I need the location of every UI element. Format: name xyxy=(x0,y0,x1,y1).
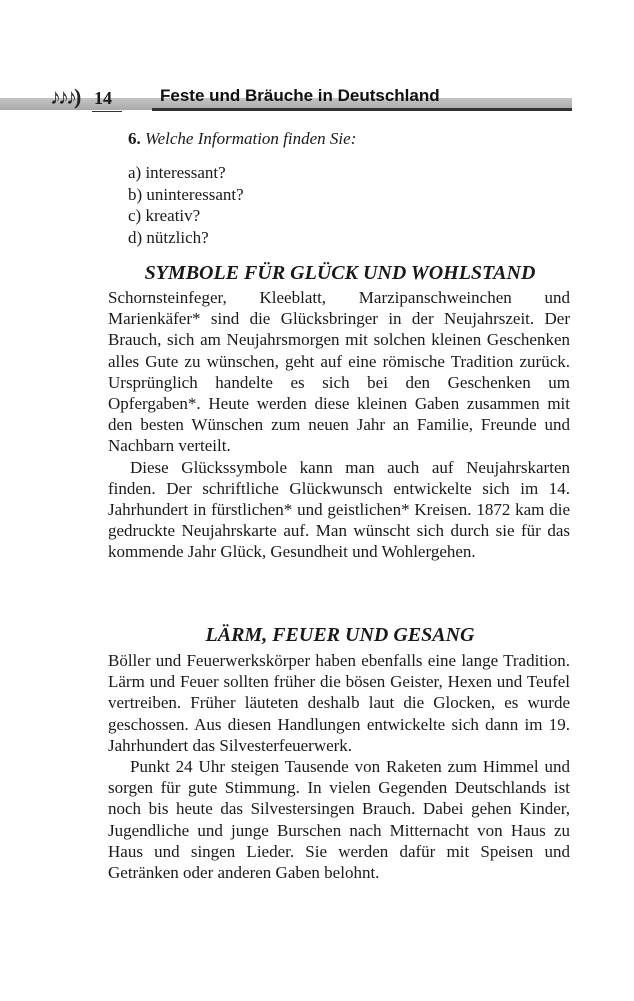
page-number: 14 xyxy=(94,88,112,108)
option: d) nützlich? xyxy=(128,227,209,247)
task-options xyxy=(128,162,244,248)
option: b) uninteressant? xyxy=(128,184,244,204)
section-heading: LÄRM, FEUER UND GESANG xyxy=(205,624,475,646)
paragraph: Diese Glückssymbole kann man auch auf Neujahrskarten finden. Der schriftliche Glückwunsch entwickelte sich im 14. Jahrhundert in fürstlichen* und geistlichen* Kreisen. 1872 kam die gedruckte Neujahrskarte auf. Man wünscht sich durch sie für das kommende Jahr Glück, Gesundheit und Wohlergehen. xyxy=(108,457,570,562)
task-number: 6. xyxy=(128,129,141,148)
section-heading: SYMBOLE FÜR GLÜCK UND WOHLSTAND xyxy=(144,262,536,284)
paragraph: Böller und Feuerwerkskörper haben ebenfalls eine lange Tradition. Lärm und Feuer sollten früher die bösen Geister, Hexen und Teufel vertreiben. Früher läuteten deshalb laut die Glocken, es wurde geschossen. Aus diesen Handlungen entwickelte sich dann im 19. Jahrhundert das Silvesterfeuerwerk. xyxy=(108,651,570,755)
music-notes-icon: ♪♪♪) xyxy=(50,84,79,109)
option: a) interessant? xyxy=(128,163,226,182)
header-title: Feste und Bräuche in Deutschland xyxy=(160,86,440,105)
header-rule xyxy=(152,108,572,111)
paragraph: Schornsteinfeger, Kleeblatt, Marzipanschweinchen und Marienkäfer* sind die Glücksbringer in der Neujahrszeit. Der Brauch, sich am Neujahrsmorgen mit solchen kleinen Geschenken alles Gute zu wünschen, geht auf eine römische Tradition zurück. Ursprünglich handelte es sich bei den Geschenken um Opfergaben*. Heute werden diese kleinen Gaben zusammen mit den besten Wünschen zum neuen Jahr an Familie, Freunde und Nachbarn verteilt. xyxy=(108,288,570,456)
task-question xyxy=(128,128,356,149)
paragraph: Punkt 24 Uhr steigen Tausende von Raketen zum Himmel und sorgen für gute Stimmung. In vielen Gegenden Deutschlands ist noch bis heute das Silvestersingen Brauch. Dabei gehen Kinder, Jugendliche und junge Burschen nach Mitternacht von Haus zu Haus und singen Lieder. Sie werden dafür mit Speisen und Getränken oder anderen Gaben belohnt. xyxy=(108,757,570,883)
task-text: Welche Information finden Sie: xyxy=(145,129,357,148)
option: c) kreativ? xyxy=(128,206,201,225)
section-body xyxy=(108,287,570,563)
page-number-underline xyxy=(92,111,122,112)
section-body xyxy=(108,650,570,883)
running-header xyxy=(0,84,634,114)
